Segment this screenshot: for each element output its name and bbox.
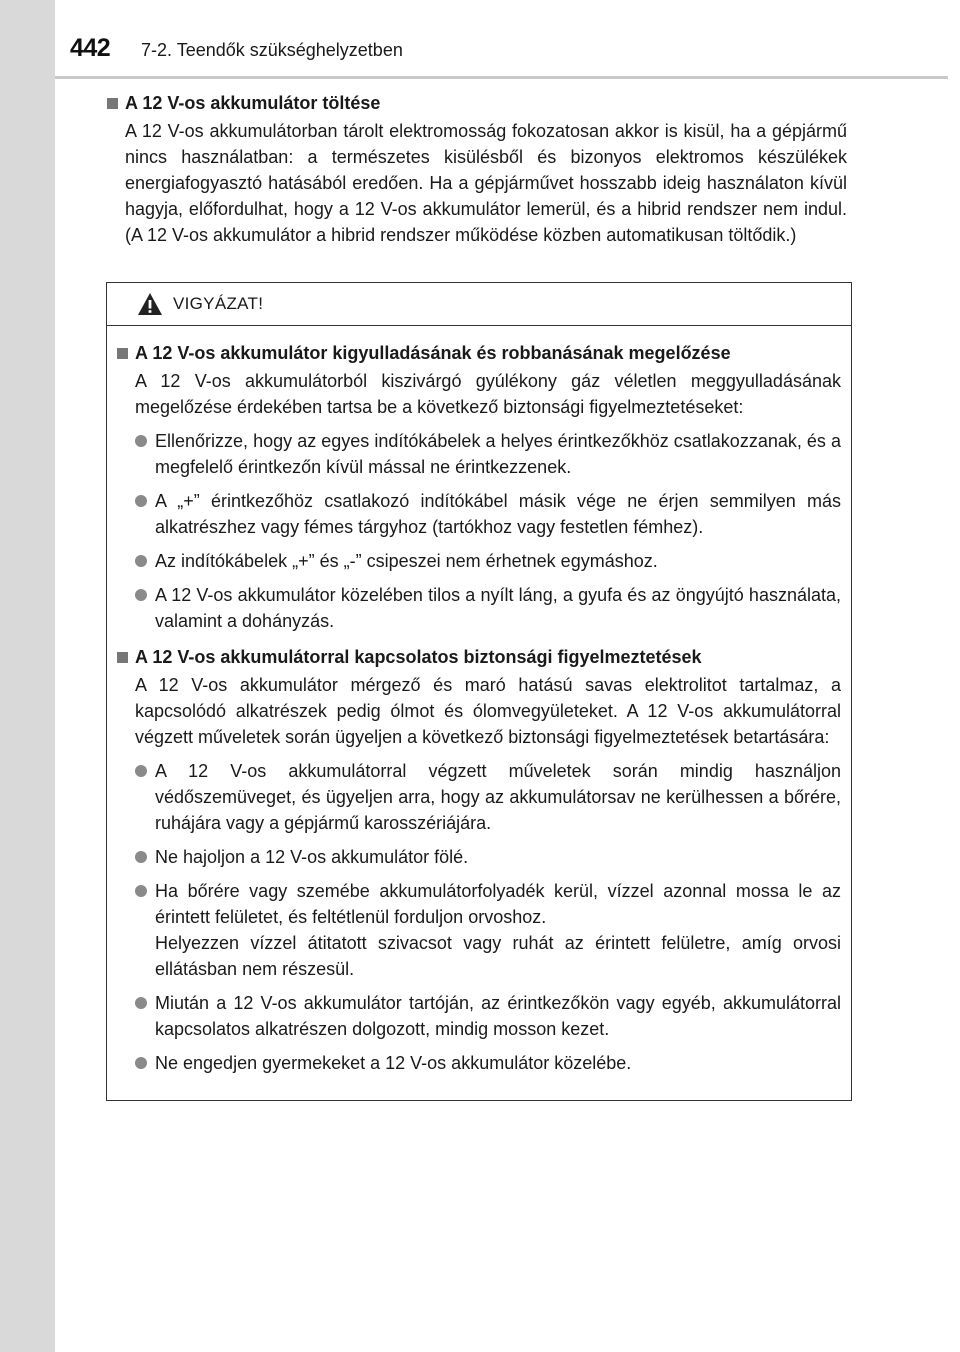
page-number: 442 [70, 34, 111, 62]
intro-section [107, 90, 847, 248]
list-item-text: A 12 V-os akkumulátor közelében tilos a nyílt láng, a gyufa és az öngyújtó használata, valamint a dohányzás. [155, 585, 841, 631]
intro-heading [107, 90, 847, 116]
list-item [135, 1050, 841, 1076]
square-bullet-icon [107, 98, 118, 109]
caution-section-title: A 12 V-os akkumulátor kigyulladásának és robbanásának megelőzése [135, 343, 731, 363]
header-divider [55, 76, 948, 79]
caution-section-safety [117, 644, 841, 1076]
list-item-text: Ne engedjen gyermekeket a 12 V-os akkumulátor közelébe. [155, 1053, 632, 1073]
warning-triangle-icon [137, 292, 163, 316]
list-item [135, 548, 841, 574]
list-item-text: Ha bőrére vagy szemébe akkumulátorfolyadék kerül, vízzel azonnal mossa le az érintett felületet, és feltétlenül forduljon orvoshoz. [155, 881, 841, 927]
square-bullet-icon [117, 652, 128, 663]
list-item-text: A „+” érintkezőhöz csatlakozó indítókábel másik vége ne érjen semmilyen más alkatrészhez vagy fémes tárgyhoz (tartókhoz vagy festetlen fémhez). [155, 491, 841, 537]
list-item [135, 488, 841, 540]
side-strip [0, 0, 55, 1352]
circle-bullet-icon [135, 765, 147, 777]
list-item-text: Ellenőrizze, hogy az egyes indítókábelek a helyes érintkezőkhöz csatlakozzanak, és a megfelelő érintkezőn kívül mással ne érintkezzenek. [155, 431, 841, 477]
circle-bullet-icon [135, 885, 147, 897]
circle-bullet-icon [135, 555, 147, 567]
list-item [135, 428, 841, 480]
caution-section-text: A 12 V-os akkumulátor mérgező és maró hatású savas elektrolitot tartalmaz, a kapcsolódó alkatrészek pedig ólmot és ólomvegyületeket. A 12 V-os akkumulátorral végzett műveletek során ügyeljen a következő biztonsági figyelmeztetések betartására: [135, 675, 841, 747]
list-item [135, 878, 841, 982]
circle-bullet-icon [135, 435, 147, 447]
chapter-title: 7-2. Teendők szükséghelyzetben [141, 40, 403, 60]
circle-bullet-icon [135, 495, 147, 507]
square-bullet-icon [117, 348, 128, 359]
circle-bullet-icon [135, 1057, 147, 1069]
list-item [135, 582, 841, 634]
intro-text: A 12 V-os akkumulátorban tárolt elektromosság fokozatosan akkor is kisül, ha a gépjármű nincs használatban: a természetes kisülésből és bizonyos elektromos készülékek energiafogyasztó hatásából eredően. Ha a gépjárművet hosszabb ideig használaton kívül hagyja, előfordulhat, hogy a 12 V-os akkumulátor lemerül, és a hibrid rendszer nem indul. (A 12 V-os akkumulátor a hibrid rendszer működése közben automatikusan töltődik.) [125, 121, 847, 245]
caution-section-fire [117, 340, 841, 634]
caution-section-heading [117, 340, 841, 366]
circle-bullet-icon [135, 589, 147, 601]
list-item-text: Ne hajoljon a 12 V-os akkumulátor fölé. [155, 847, 469, 867]
caution-body [107, 326, 851, 1076]
list-item-text: A 12 V-os akkumulátorral végzett műveletek során mindig használjon védőszemüveget, és ügyeljen arra, hogy az akkumulátorsav ne kerülhessen a bőrére, ruhájára vagy a gépjármű karosszériájára. [155, 761, 841, 833]
caution-section-text: A 12 V-os akkumulátorból kiszivárgó gyúlékony gáz véletlen meggyulladásának megelőzése érdekében tartsa be a következő biztonsági figyelmeztetéseket: [135, 371, 841, 417]
list-item-text-extra: Helyezzen vízzel átitatott szivacsot vagy ruhát az érintett felületre, amíg orvosi ellátásban nem részesül. [155, 933, 841, 979]
list-item [135, 990, 841, 1042]
list-item [135, 758, 841, 836]
caution-section-title: A 12 V-os akkumulátorral kapcsolatos biztonsági figyelmeztetések [135, 647, 702, 667]
circle-bullet-icon [135, 997, 147, 1009]
list-item-text-group [155, 878, 841, 982]
caution-label: VIGYÁZAT! [173, 294, 264, 313]
caution-section-heading [117, 644, 841, 670]
caution-box [106, 282, 852, 1101]
circle-bullet-icon [135, 851, 147, 863]
intro-title: A 12 V-os akkumulátor töltése [125, 93, 381, 113]
list-item [135, 844, 841, 870]
list-item-text: Miután a 12 V-os akkumulátor tartóján, az érintkezőkön vagy egyéb, akkumulátorral kapcsolatos alkatrészen dolgozott, mindig mosson kezet. [155, 993, 841, 1039]
list-item-text: Az indítókábelek „+” és „-” csipeszei nem érhetnek egymáshoz. [155, 551, 658, 571]
caution-header [107, 283, 851, 326]
